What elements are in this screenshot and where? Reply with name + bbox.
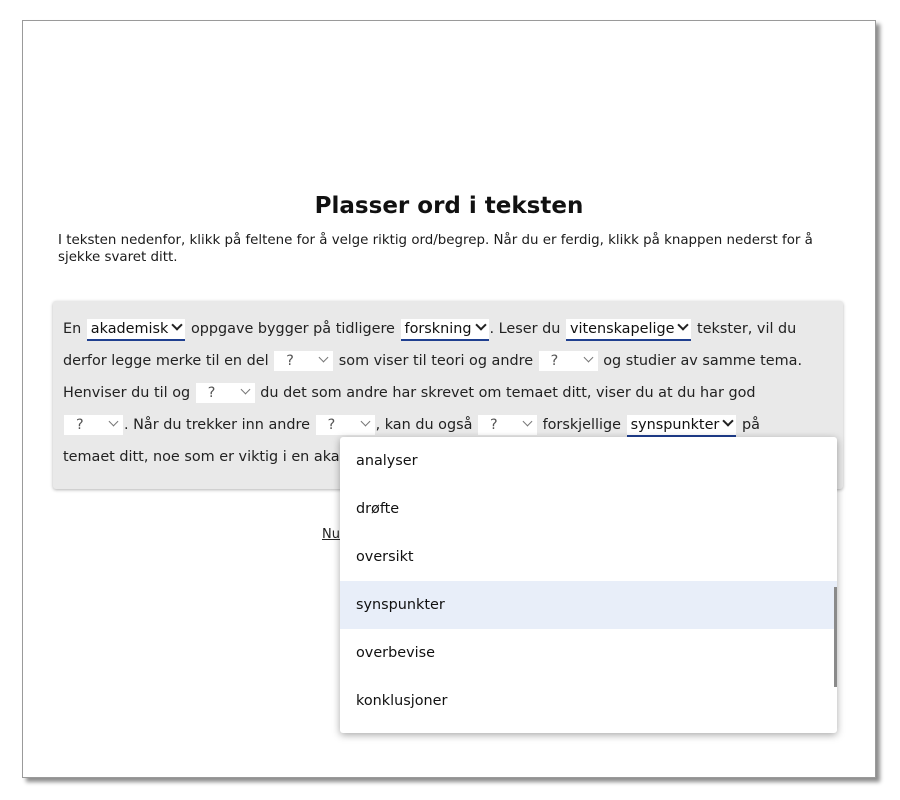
word-select-4[interactable] — [274, 351, 333, 371]
word-select-value: akademisk — [90, 321, 169, 337]
word-select-5[interactable] — [539, 351, 598, 371]
passage-fragment: , kan du også — [375, 417, 473, 433]
passage-fragment: på — [741, 417, 760, 433]
chevron-down-icon — [109, 417, 119, 427]
word-select-value: synspunkter — [630, 417, 720, 433]
instructions-text: I teksten nedenfor, klikk på feltene for å velge riktig ord/begrep. Når du er ferdig, klikk på knappen nederst for å sjekke svaret ditt. — [58, 233, 813, 265]
chevron-down-icon — [475, 319, 486, 330]
word-select-9[interactable] — [478, 415, 537, 435]
passage-fragment: som viser til teori og andre — [338, 353, 534, 369]
dropdown-scrollbar[interactable] — [834, 587, 837, 687]
word-select-value: ? — [489, 417, 498, 433]
word-select-value: ? — [76, 417, 84, 433]
chevron-down-icon — [723, 415, 734, 426]
passage-fragment: Henviser du til og — [63, 385, 191, 401]
word-select-value: ? — [286, 353, 294, 369]
word-options-dropdown[interactable] — [340, 437, 837, 733]
chevron-down-icon — [678, 319, 689, 330]
word-select-3[interactable] — [566, 319, 692, 341]
chevron-down-icon — [360, 417, 370, 427]
word-select-value: ? — [550, 353, 559, 369]
dropdown-option[interactable]: analyser — [356, 453, 418, 469]
dropdown-option[interactable]: drøfte — [356, 501, 400, 517]
page-title: Plasser ord i teksten — [314, 193, 584, 219]
chevron-down-icon — [172, 319, 183, 330]
passage-fragment: En — [63, 321, 82, 337]
word-select-value: ? — [207, 385, 216, 401]
word-select-value: vitenskapelige — [569, 321, 675, 337]
chevron-down-icon — [523, 417, 533, 427]
word-select-1[interactable] — [87, 319, 186, 341]
passage-line — [63, 377, 838, 409]
dropdown-option[interactable]: konklusjoner — [356, 693, 448, 709]
chevron-down-icon — [319, 353, 329, 363]
dropdown-option-highlighted[interactable]: synspunkter — [340, 581, 837, 629]
word-select-7[interactable] — [64, 415, 123, 435]
passage-line — [63, 313, 838, 345]
passage-fragment: derfor legge merke til en del — [63, 353, 269, 369]
passage-fragment: temaet ditt, noe som er viktig i en aka — [63, 449, 340, 465]
word-select-8[interactable] — [316, 415, 375, 435]
passage-fragment: . Når du trekker inn andre — [124, 417, 310, 433]
passage-fragment: tekster, vil du — [697, 321, 797, 337]
word-select-value: ? — [327, 417, 336, 433]
passage-fragment: . Leser du — [489, 321, 561, 337]
word-select-value: forskning — [404, 321, 472, 337]
dropdown-option[interactable]: overbevise — [356, 645, 435, 661]
dropdown-option[interactable]: oversikt — [356, 549, 414, 565]
passage-fragment: og studier av samme tema. — [603, 353, 803, 369]
word-select-2[interactable] — [401, 319, 489, 341]
word-select-6[interactable] — [196, 383, 255, 403]
passage-line — [63, 345, 838, 377]
word-select-10[interactable] — [627, 415, 737, 437]
check-answer-link[interactable]: Nu — [322, 527, 340, 542]
passage-fragment: forskjellige — [542, 417, 622, 433]
chevron-down-icon — [583, 353, 593, 363]
passage-fragment: du det som andre har skrevet om temaet ditt, viser du at du har god — [260, 385, 756, 401]
chevron-down-icon — [240, 385, 250, 395]
passage-fragment: oppgave bygger på tidligere — [190, 321, 395, 337]
